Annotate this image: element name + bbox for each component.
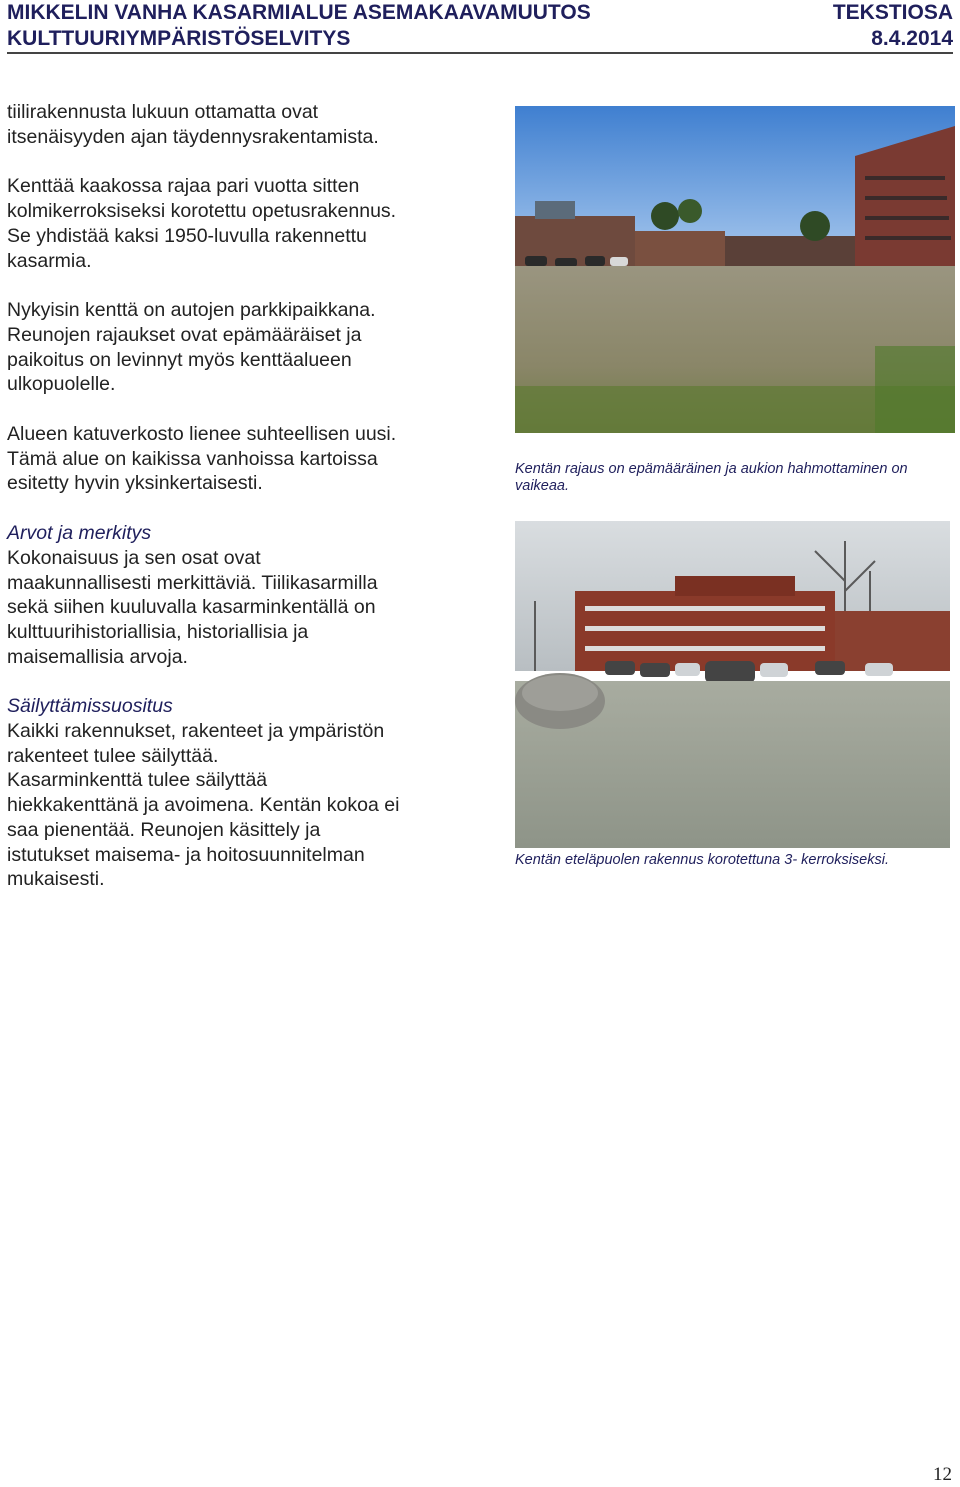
paragraph-4 bbox=[7, 422, 457, 496]
text-line: Nykyisin kenttä on autojen parkkipaikkana. bbox=[7, 299, 376, 322]
text-line: maakunnallisesti merkittäviä. Tiilikasarmilla bbox=[7, 571, 378, 594]
text-line: kasarmia. bbox=[7, 249, 92, 272]
header-date: 8.4.2014 bbox=[871, 27, 953, 50]
text-line: Kenttää kaakossa rajaa pari vuotta sitten bbox=[7, 175, 360, 198]
photo-caption-2 bbox=[515, 852, 955, 869]
text-line: Tämä alue on kaikissa vanhoissa kartoissa bbox=[7, 447, 378, 470]
photo-caption-1 bbox=[515, 461, 955, 495]
text-line: Reunojen rajaukset ovat epämääräiset ja bbox=[7, 323, 362, 346]
preservation-section bbox=[7, 694, 457, 892]
text-line: kulttuurihistoriallisia, historiallisia ja bbox=[7, 620, 309, 643]
text-line: istutukset maisema- ja hoitosuunnitelman bbox=[7, 843, 365, 866]
preservation-heading: Säilyttämissuositus bbox=[7, 695, 173, 718]
text-line: mukaisesti. bbox=[7, 868, 105, 891]
text-line: Kaikki rakennukset, rakenteet ja ympäristön bbox=[7, 720, 385, 743]
text-line: itsenäisyyden ajan täydennysrakentamista. bbox=[7, 125, 379, 148]
text-line: saa pienentää. Reunojen käsittely ja bbox=[7, 818, 321, 841]
text-line: hiekkakenttänä ja avoimena. Kentän kokoa ei bbox=[7, 794, 400, 817]
paragraph-1 bbox=[7, 100, 457, 149]
caption-line: Kentän rajaus on epämääräinen ja aukion hahmottaminen on bbox=[515, 461, 908, 477]
header-title-line2: KULTTUURIYMPÄRISTÖSELVITYS bbox=[7, 27, 351, 50]
field-photo bbox=[515, 106, 955, 433]
header-title-line1: MIKKELIN VANHA KASARMIALUE ASEMAKAAVAMUUTOS bbox=[7, 1, 591, 24]
caption-line: Kentän eteläpuolen rakennus korotettuna 3- kerroksiseksi. bbox=[515, 852, 889, 868]
main-text-column bbox=[7, 100, 457, 917]
text-line: ulkopuolelle. bbox=[7, 373, 116, 396]
page-header bbox=[7, 0, 953, 54]
header-section-label: TEKSTIOSA bbox=[832, 1, 953, 24]
paragraph-2 bbox=[7, 174, 457, 273]
text-line: paikoitus on levinnyt myös kenttäalueen bbox=[7, 348, 352, 371]
text-line: esitetty hyvin yksinkertaisesti. bbox=[7, 472, 263, 495]
text-line: Se yhdistää kaksi 1950-luvulla rakennettu bbox=[7, 224, 367, 247]
text-line: Kokonaisuus ja sen osat ovat bbox=[7, 546, 261, 569]
text-line: kolmikerroksiseksi korotettu opetusrakennus. bbox=[7, 200, 397, 223]
text-line: rakenteet tulee säilyttää. bbox=[7, 744, 219, 767]
text-line: Alueen katuverkosto lienee suhteellisen uusi. bbox=[7, 423, 397, 446]
page-number: 12 bbox=[933, 1464, 952, 1485]
text-line: maisemallisia arvoja. bbox=[7, 645, 188, 668]
text-line: sekä siihen kuuluvalla kasarminkentällä on bbox=[7, 596, 376, 619]
building-photo bbox=[515, 521, 950, 848]
paragraph-3 bbox=[7, 298, 457, 397]
caption-line: vaikeaa. bbox=[515, 478, 570, 494]
values-section bbox=[7, 521, 457, 669]
values-heading: Arvot ja merkitys bbox=[7, 522, 152, 545]
text-line: tiilirakennusta lukuun ottamatta ovat bbox=[7, 101, 319, 123]
text-line: Kasarminkenttä tulee säilyttää bbox=[7, 769, 268, 792]
